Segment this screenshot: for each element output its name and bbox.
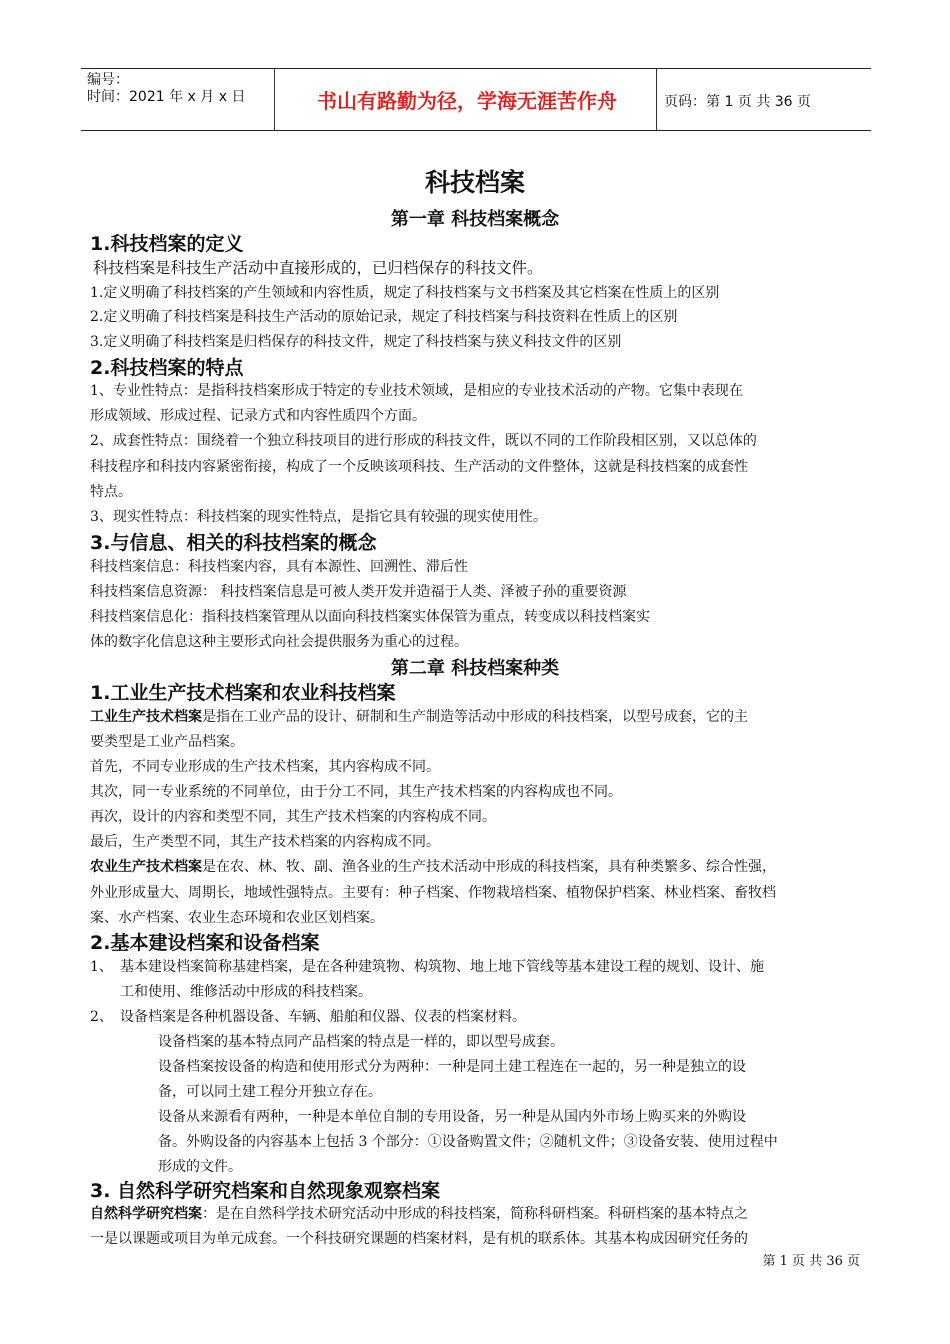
paragraph: 1.定义明确了科技档案的产生领域和内容性质，规定了科技档案与文书档案及其它档案在性质上的区别 bbox=[90, 285, 720, 301]
list-number: 2、 bbox=[90, 1009, 113, 1025]
bullet-item: 设备从来源看有两种，一种是本单位自制的专用设备，另一种是从国内外市场上购买来的外购设 bbox=[158, 1109, 746, 1125]
header-motto: 书山有路勤为径，学海无涯苦作舟 bbox=[317, 89, 617, 113]
paragraph: 体的数字化信息这种主要形式向社会提供服务为重心的过程。 bbox=[90, 634, 468, 650]
date-label: 时间：2021 年 x 月 x 日 bbox=[87, 89, 246, 105]
paragraph: 农业生产技术档案是在农、林、牧、副、渔各业的生产技术活动中形成的科技档案，具有种类繁多、综合性强， bbox=[90, 859, 776, 875]
paragraph: 一是以课题或项目为单元成套。一个科技研究课题的档案材料，是有机的联系体。其基本构成因研究任务的 bbox=[90, 1231, 748, 1247]
paragraph: 再次，设计的内容和类型不同，其生产技术档案的内容构成不同。 bbox=[90, 809, 496, 825]
paragraph: 形成领域、形成过程、记录方式和内容性质四个方面。 bbox=[90, 408, 426, 424]
header-meta bbox=[87, 72, 245, 106]
section-heading: 3.与信息、相关的科技档案的概念 bbox=[90, 532, 377, 554]
paragraph: 工业生产技术档案是指在工业产品的设计、研制和生产制造等活动中形成的科技档案，以型号成套，它的主 bbox=[90, 709, 748, 725]
header-page-info: 页码：第 1 页 共 36 页 bbox=[664, 94, 811, 110]
header-divider bbox=[656, 69, 657, 130]
paragraph: 科技档案信息化：指科技档案管理从以面向科技档案实体保管为重点，转变成以科技档案实 bbox=[90, 609, 650, 625]
paragraph: 最后，生产类型不同，其生产技术档案的内容构成不同。 bbox=[90, 834, 440, 850]
paragraph: 案、水产档案、农业生态环境和农业区划档案。 bbox=[90, 910, 384, 926]
bullet-item: 形成的文件。 bbox=[158, 1159, 242, 1175]
page-footer: 第 1 页 共 36 页 bbox=[762, 1254, 860, 1269]
list-number: 1、 bbox=[90, 959, 113, 975]
paragraph: 外业形成量大、周期长，地域性强特点。主要有：种子档案、作物栽培档案、植物保护档案、林业档案、畜牧档 bbox=[90, 885, 776, 901]
document-title: 科技档案 bbox=[424, 168, 525, 197]
list-item: 基本建设档案简称基建档案，是在各种建筑物、构筑物、地上地下管线等基本建设工程的规划、设计、施 bbox=[120, 959, 764, 975]
list-item: 设备档案是各种机器设备、车辆、船舶和仪器、仪表的档案材料。 bbox=[120, 1009, 526, 1025]
chapter-heading: 第二章 科技档案种类 bbox=[390, 658, 560, 679]
header-divider bbox=[274, 69, 275, 130]
section-heading: 1.工业生产技术档案和农业科技档案 bbox=[90, 682, 396, 704]
term: 自然科学研究档案 bbox=[90, 1206, 202, 1222]
code-label: 编号： bbox=[87, 72, 129, 88]
bullet-item: 设备档案的基本特点同产品档案的特点是一样的，即以型号成套。 bbox=[158, 1034, 564, 1050]
term: 工业生产技术档案 bbox=[90, 709, 202, 725]
paragraph: 特点。 bbox=[90, 484, 132, 500]
paragraph: 自然科学研究档案：是在自然科学技术研究活动中形成的科技档案，简称科研档案。科研档案的基本特点之 bbox=[90, 1206, 748, 1222]
paragraph: 科技程序和科技内容紧密衔接，构成了一个反映该项科技、生产活动的文件整体，这就是科技档案的成套性 bbox=[90, 459, 748, 475]
paragraph: 3、现实性特点：科技档案的现实性特点，是指它具有较强的现实使用性。 bbox=[90, 509, 547, 525]
page-header bbox=[81, 68, 871, 131]
bullet-item: 设备档案按设备的构造和使用形式分为两种：一种是同土建工程连在一起的，另一种是独立的设 bbox=[158, 1059, 746, 1075]
paragraph: 3.定义明确了科技档案是归档保存的科技文件，规定了科技档案与狭义科技文件的区别 bbox=[90, 334, 622, 350]
paragraph: 科技档案信息资源： 科技档案信息是可被人类开发并造福于人类、泽被子孙的重要资源 bbox=[90, 584, 627, 600]
section-heading: 1.科技档案的定义 bbox=[90, 233, 244, 255]
paragraph: 2、成套性特点：围绕着一个独立科技项目的进行形成的科技文件，既以不同的工作阶段相区别，又以总体的 bbox=[90, 433, 757, 449]
paragraph: 首先，不同专业形成的生产技术档案，其内容构成不同。 bbox=[90, 759, 440, 775]
paragraph: 其次，同一专业系统的不同单位，由于分工不同，其生产技术档案的内容构成也不同。 bbox=[90, 784, 622, 800]
paragraph: 1、专业性特点：是指科技档案形成于特定的专业技术领域，是相应的专业技术活动的产物。它集中表现在 bbox=[90, 383, 743, 399]
chapter-heading: 第一章 科技档案概念 bbox=[390, 209, 560, 230]
paragraph: 2.定义明确了科技档案是科技生产活动的原始记录，规定了科技档案与科技资料在性质上的区别 bbox=[90, 309, 678, 325]
paragraph: 科技档案是科技生产活动中直接形成的，已归档保存的科技文件。 bbox=[93, 259, 543, 277]
paragraph: 要类型是工业产品档案。 bbox=[90, 734, 244, 750]
bullet-item: 备，可以同土建工程分开独立存在。 bbox=[158, 1084, 382, 1100]
list-item: 工和使用、维修活动中形成的科技档案。 bbox=[120, 984, 372, 1000]
term: 农业生产技术档案 bbox=[90, 859, 202, 875]
bullet-item: 备。外购设备的内容基本上包括 3 个部分：①设备购置文件；②随机文件；③设备安装、使用过程中 bbox=[158, 1134, 778, 1150]
section-heading: 3. 自然科学研究档案和自然现象观察档案 bbox=[90, 1180, 441, 1202]
section-heading: 2.科技档案的特点 bbox=[90, 357, 244, 379]
section-heading: 2.基本建设档案和设备档案 bbox=[90, 932, 320, 954]
paragraph: 科技档案信息：科技档案内容，具有本源性、回溯性、滞后性 bbox=[90, 559, 468, 575]
